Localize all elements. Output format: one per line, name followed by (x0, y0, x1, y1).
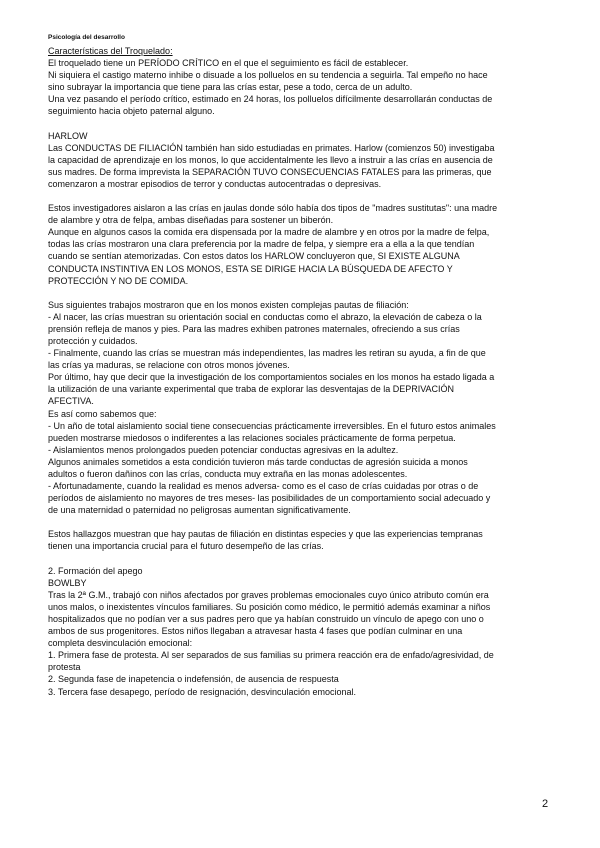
text-line: Estos hallazgos muestran que hay pautas de filiación en distintas especies y que las experiencias tempranas (48, 529, 483, 540)
text-line: la capacidad de aprendizaje en los monos, lo que accidentalmente les llevo a instruir a las crías en ausencia de (48, 154, 493, 165)
text-line: Ni siquiera el castigo materno inhibe o disuade a los polluelos en su tendencia a seguirla. Tal empeño no hace (48, 70, 488, 81)
text-line: - Aislamientos menos prolongados pueden potenciar conductas agresivas en la adultez. (48, 444, 399, 455)
list-item: protesta (48, 662, 81, 673)
text-line: - Finalmente, cuando las crías se muestran más independientes, las madres les retiran su ayuda, a fin de que (48, 348, 486, 359)
text-line: protección y cuidados. (48, 335, 138, 346)
text-line: sus madres. De forma imprevista la SEPARACIÓN TUVO CONSECUENCIAS FATALES para las primeras, que (48, 166, 492, 177)
text-line: Una vez pasando el período crítico, estimado en 24 horas, los polluelos difícilmente desarrollarán conductas de (48, 94, 493, 105)
harlow-paragraph-1 (48, 142, 558, 190)
text-line: - Un año de total aislamiento social tiene consecuencias prácticamente irreversibles. En el futuro estos animales (48, 420, 496, 431)
text-line: - Al nacer, las crías muestran su orientación social en conductas como el abrazo, la elevación de cabeza o la (48, 311, 482, 322)
running-header: Psicología del desarrollo (48, 34, 125, 41)
text-line: ambos de sus progenitores. Estos niños llegaban a atravesar hasta 4 fases que podían culminar en una (48, 626, 463, 637)
section-heading-troquelado: Características del Troquelado: (48, 46, 173, 56)
subheading-bowlby: BOWLBY (48, 577, 87, 588)
section-heading-harlow: HARLOW (48, 130, 88, 141)
harlow-paragraph-3 (48, 299, 558, 517)
text-line: prensión refleja de manos y pies. Para las madres exhiben patrones maternales, ofreciendo a sus crías (48, 323, 460, 334)
text-line: cuando se sentían atemorizadas. Con estos datos los HARLOW concluyeron que, SI EXISTE ALGUNA (48, 251, 460, 262)
text-line: de una maternidad o paternidad no peligrosas aumentan significativamente. (48, 505, 351, 516)
bowlby-body (48, 589, 558, 698)
text-line: AFECTIVA. (48, 396, 94, 407)
document-page (48, 33, 558, 698)
text-line: tienen una importancia crucial para el futuro desempeño de las crías. (48, 541, 324, 552)
text-line: Por último, hay que decir que la investigación de los comportamientos sociales en los monos ha estado ligada a (48, 372, 495, 383)
text-line: PROTECCIÓN Y NO DE COMIDA. (48, 275, 189, 286)
section1-body (48, 57, 558, 117)
text-line: Es así como sabemos que: (48, 408, 157, 419)
text-line: Aunque en algunos casos la comida era dispensada por la madre de alambre y en otros por la madre de felpa, (48, 227, 490, 238)
text-line: Algunos animales sometidos a esta condición tuvieron más tarde conductas de agresión suicida a monos (48, 456, 468, 467)
harlow-paragraph-4 (48, 528, 558, 552)
list-item: 1. Primera fase de protesta. Al ser separados de sus familias su primera reacción era de enfado/agresividad, de (48, 650, 494, 661)
text-line: todas las crías mostraron una clara preferencia por la madre de felpa, y siempre era a ella a la que tendían (48, 239, 475, 250)
text-line: adultos o fueron dañinos con las crías, conducta muy extraña en las monas adolescentes. (48, 469, 408, 479)
text-line: hospitalizados que no podían ver a sus padres pero que ya habían construido un vínculo de apego con uno o (48, 613, 484, 624)
harlow-paragraph-2 (48, 202, 558, 287)
text-line: Tras la 2ª G.M., trabajó con niños afectados por graves problemas emocionales cuyo único atributo común era (48, 589, 489, 600)
text-line: pueden mostrarse miedosos o indiferentes a las relaciones sociales prácticamente de forma perpetua. (48, 432, 456, 443)
text-line: El troquelado tiene un PERÍODO CRÍTICO en el que el seguimiento es fácil de establecer. (48, 58, 409, 69)
list-item: 2. Segunda fase de inapetencia o indefensión, de ausencia de respuesta (48, 674, 339, 685)
text-line: - Afortunadamente, cuando la realidad es menos adversa- como es el caso de crías cuidadas por otras o de (48, 481, 479, 492)
text-line: Sus siguientes trabajos mostraron que en los monos existen complejas pautas de filiación: (48, 299, 409, 310)
list-item: 3. Tercera fase desapego, período de resignación, desvinculación emocional. (48, 686, 357, 697)
section-heading-formacion-apego: 2. Formación del apego (48, 565, 143, 576)
page-number: 2 (542, 798, 549, 810)
text-line: comenzaron a mostrar episodios de terror y conductas autocentradas o depresivas. (48, 178, 382, 189)
text-line: CONDUCTA INSTINTIVA EN LOS MONOS, ESTA SE DIRIGE HACIA LA BÚSQUEDA DE AFECTO Y (48, 263, 453, 274)
text-line: las crías ya maduras, se relacione con otros monos jóvenes. (48, 360, 290, 371)
text-line: completa desvinculación emocional: (48, 638, 193, 649)
text-line: la utilización de una variante experimental que traba de explorar las desventajas de la DEPRIVACIÓN (48, 384, 455, 395)
text-line: seguimiento hacia objeto paternal alguno. (48, 106, 215, 117)
text-line: Estos investigadores aislaron a las crías en jaulas donde sólo había dos tipos de "madres sustitutas": una madre (48, 203, 498, 214)
text-line: Las CONDUCTAS DE FILIACIÓN también han sido estudiadas en primates. Harlow (comienzos 50) investigaba (48, 142, 495, 153)
text-line: unos malos, o inexistentes vínculos familiares. Su posición como médico, le permitió además examinar a niños (48, 601, 491, 612)
text-line: sino subrayar la importancia que tiene para las crías estar, pese a todo, cerca de un adulto. (48, 82, 413, 93)
text-line: de alambre y otra de felpa, ambas diseñadas para sostener un biberón. (48, 215, 334, 226)
text-line: períodos de aislamiento no mayores de tres meses- las posibilidades de un comportamiento social adecuado y (48, 493, 491, 504)
